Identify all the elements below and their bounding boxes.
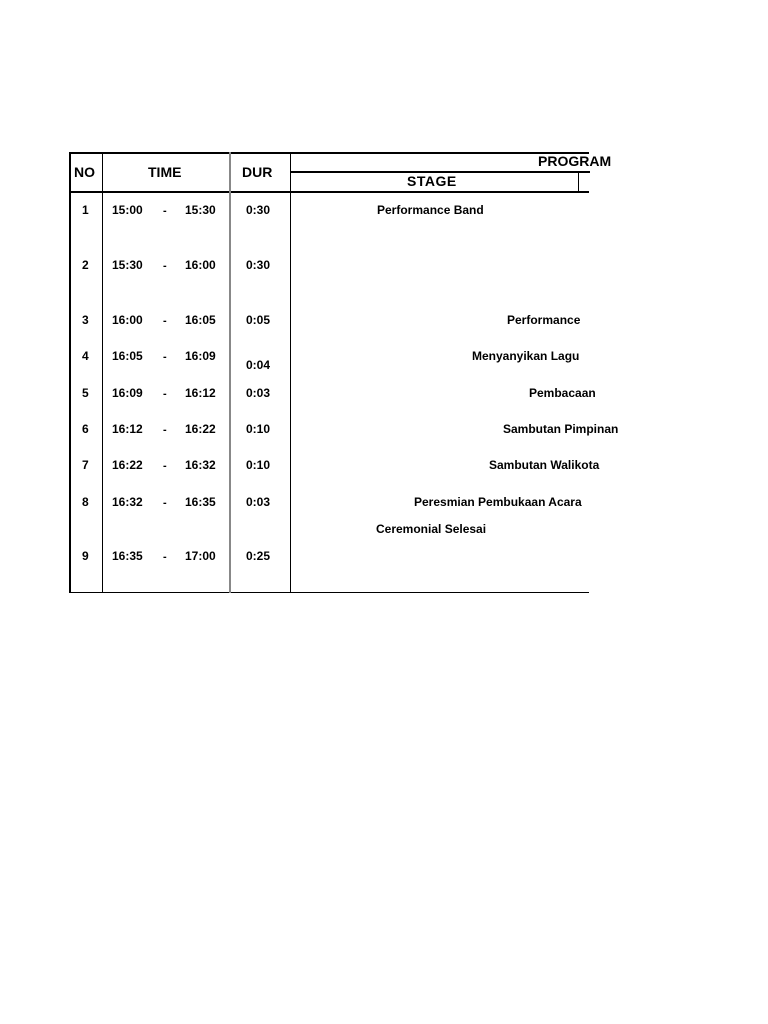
- row-1-end: 15:30: [185, 203, 216, 217]
- col-left-border: [69, 152, 71, 593]
- row-5-program: Pembacaan: [529, 386, 596, 400]
- row-9-start: 16:35: [112, 549, 143, 563]
- row-8-end: 16:35: [185, 495, 216, 509]
- header-program: PROGRAM: [538, 153, 612, 169]
- row-8-program: Peresmian Pembukaan Acara: [414, 495, 582, 509]
- row-9-sep: -: [163, 551, 167, 563]
- row-3-start: 16:00: [112, 313, 143, 327]
- row-5-no: 5: [82, 386, 89, 400]
- row-4-end: 16:09: [185, 349, 216, 363]
- ceremonial-note: Ceremonial Selesai: [376, 522, 487, 536]
- row-2-dur: 0:30: [246, 258, 271, 272]
- row-6-start: 16:12: [112, 422, 143, 436]
- row-8-sep: -: [163, 497, 167, 509]
- row-7-program: Sambutan Walikota: [489, 458, 600, 472]
- row-5-end: 16:12: [185, 386, 216, 400]
- row-4-dur: 0:04: [246, 358, 271, 372]
- row-5-start: 16:09: [112, 386, 143, 400]
- row-3-end: 16:05: [185, 313, 216, 327]
- row-9-dur: 0:25: [246, 549, 271, 563]
- row-3-dur: 0:05: [246, 313, 271, 327]
- table-bottom-border: [69, 592, 589, 593]
- row-4-start: 16:05: [112, 349, 143, 363]
- row-6-no: 6: [82, 422, 89, 436]
- stage-divider: [578, 171, 579, 193]
- header-dur: DUR: [242, 164, 273, 180]
- row-7-sep: -: [163, 460, 167, 472]
- row-3-no: 3: [82, 313, 89, 327]
- row-1-dur: 0:30: [246, 203, 271, 217]
- row-9-no: 9: [82, 549, 89, 563]
- row-1-no: 1: [82, 203, 89, 217]
- row-6-program: Sambutan Pimpinan: [503, 422, 619, 436]
- row-7-end: 16:32: [185, 458, 216, 472]
- row-3-program: Performance: [507, 313, 581, 327]
- row-7-dur: 0:10: [246, 458, 271, 472]
- row-2-sep: -: [163, 260, 167, 272]
- row-2-no: 2: [82, 258, 89, 272]
- row-8-dur: 0:03: [246, 495, 271, 509]
- row-1-stage: Performance Band: [377, 203, 484, 217]
- row-4-no: 4: [82, 349, 89, 363]
- header-bottom-border: [69, 191, 589, 193]
- row-4-program: Menyanyikan Lagu: [472, 349, 580, 363]
- header-time: TIME: [148, 164, 182, 180]
- row-3-sep: -: [163, 315, 167, 327]
- row-5-dur: 0:03: [246, 386, 271, 400]
- header-no: NO: [74, 164, 95, 180]
- row-4-sep: -: [163, 351, 167, 363]
- table-top-border: [69, 152, 589, 154]
- col-divider-no-time: [102, 152, 103, 593]
- row-6-sep: -: [163, 424, 167, 436]
- row-9-end: 17:00: [185, 549, 216, 563]
- row-1-sep: -: [163, 205, 167, 217]
- row-6-dur: 0:10: [246, 422, 271, 436]
- row-6-end: 16:22: [185, 422, 216, 436]
- row-2-end: 16:00: [185, 258, 216, 272]
- row-8-no: 8: [82, 495, 89, 509]
- col-divider-dur-program: [290, 152, 291, 593]
- row-5-sep: -: [163, 388, 167, 400]
- col-divider-time-dur: [229, 152, 231, 593]
- row-8-start: 16:32: [112, 495, 143, 509]
- row-7-start: 16:22: [112, 458, 143, 472]
- row-1-start: 15:00: [112, 203, 143, 217]
- row-7-no: 7: [82, 458, 89, 472]
- row-2-start: 15:30: [112, 258, 143, 272]
- header-stage: STAGE: [407, 173, 457, 189]
